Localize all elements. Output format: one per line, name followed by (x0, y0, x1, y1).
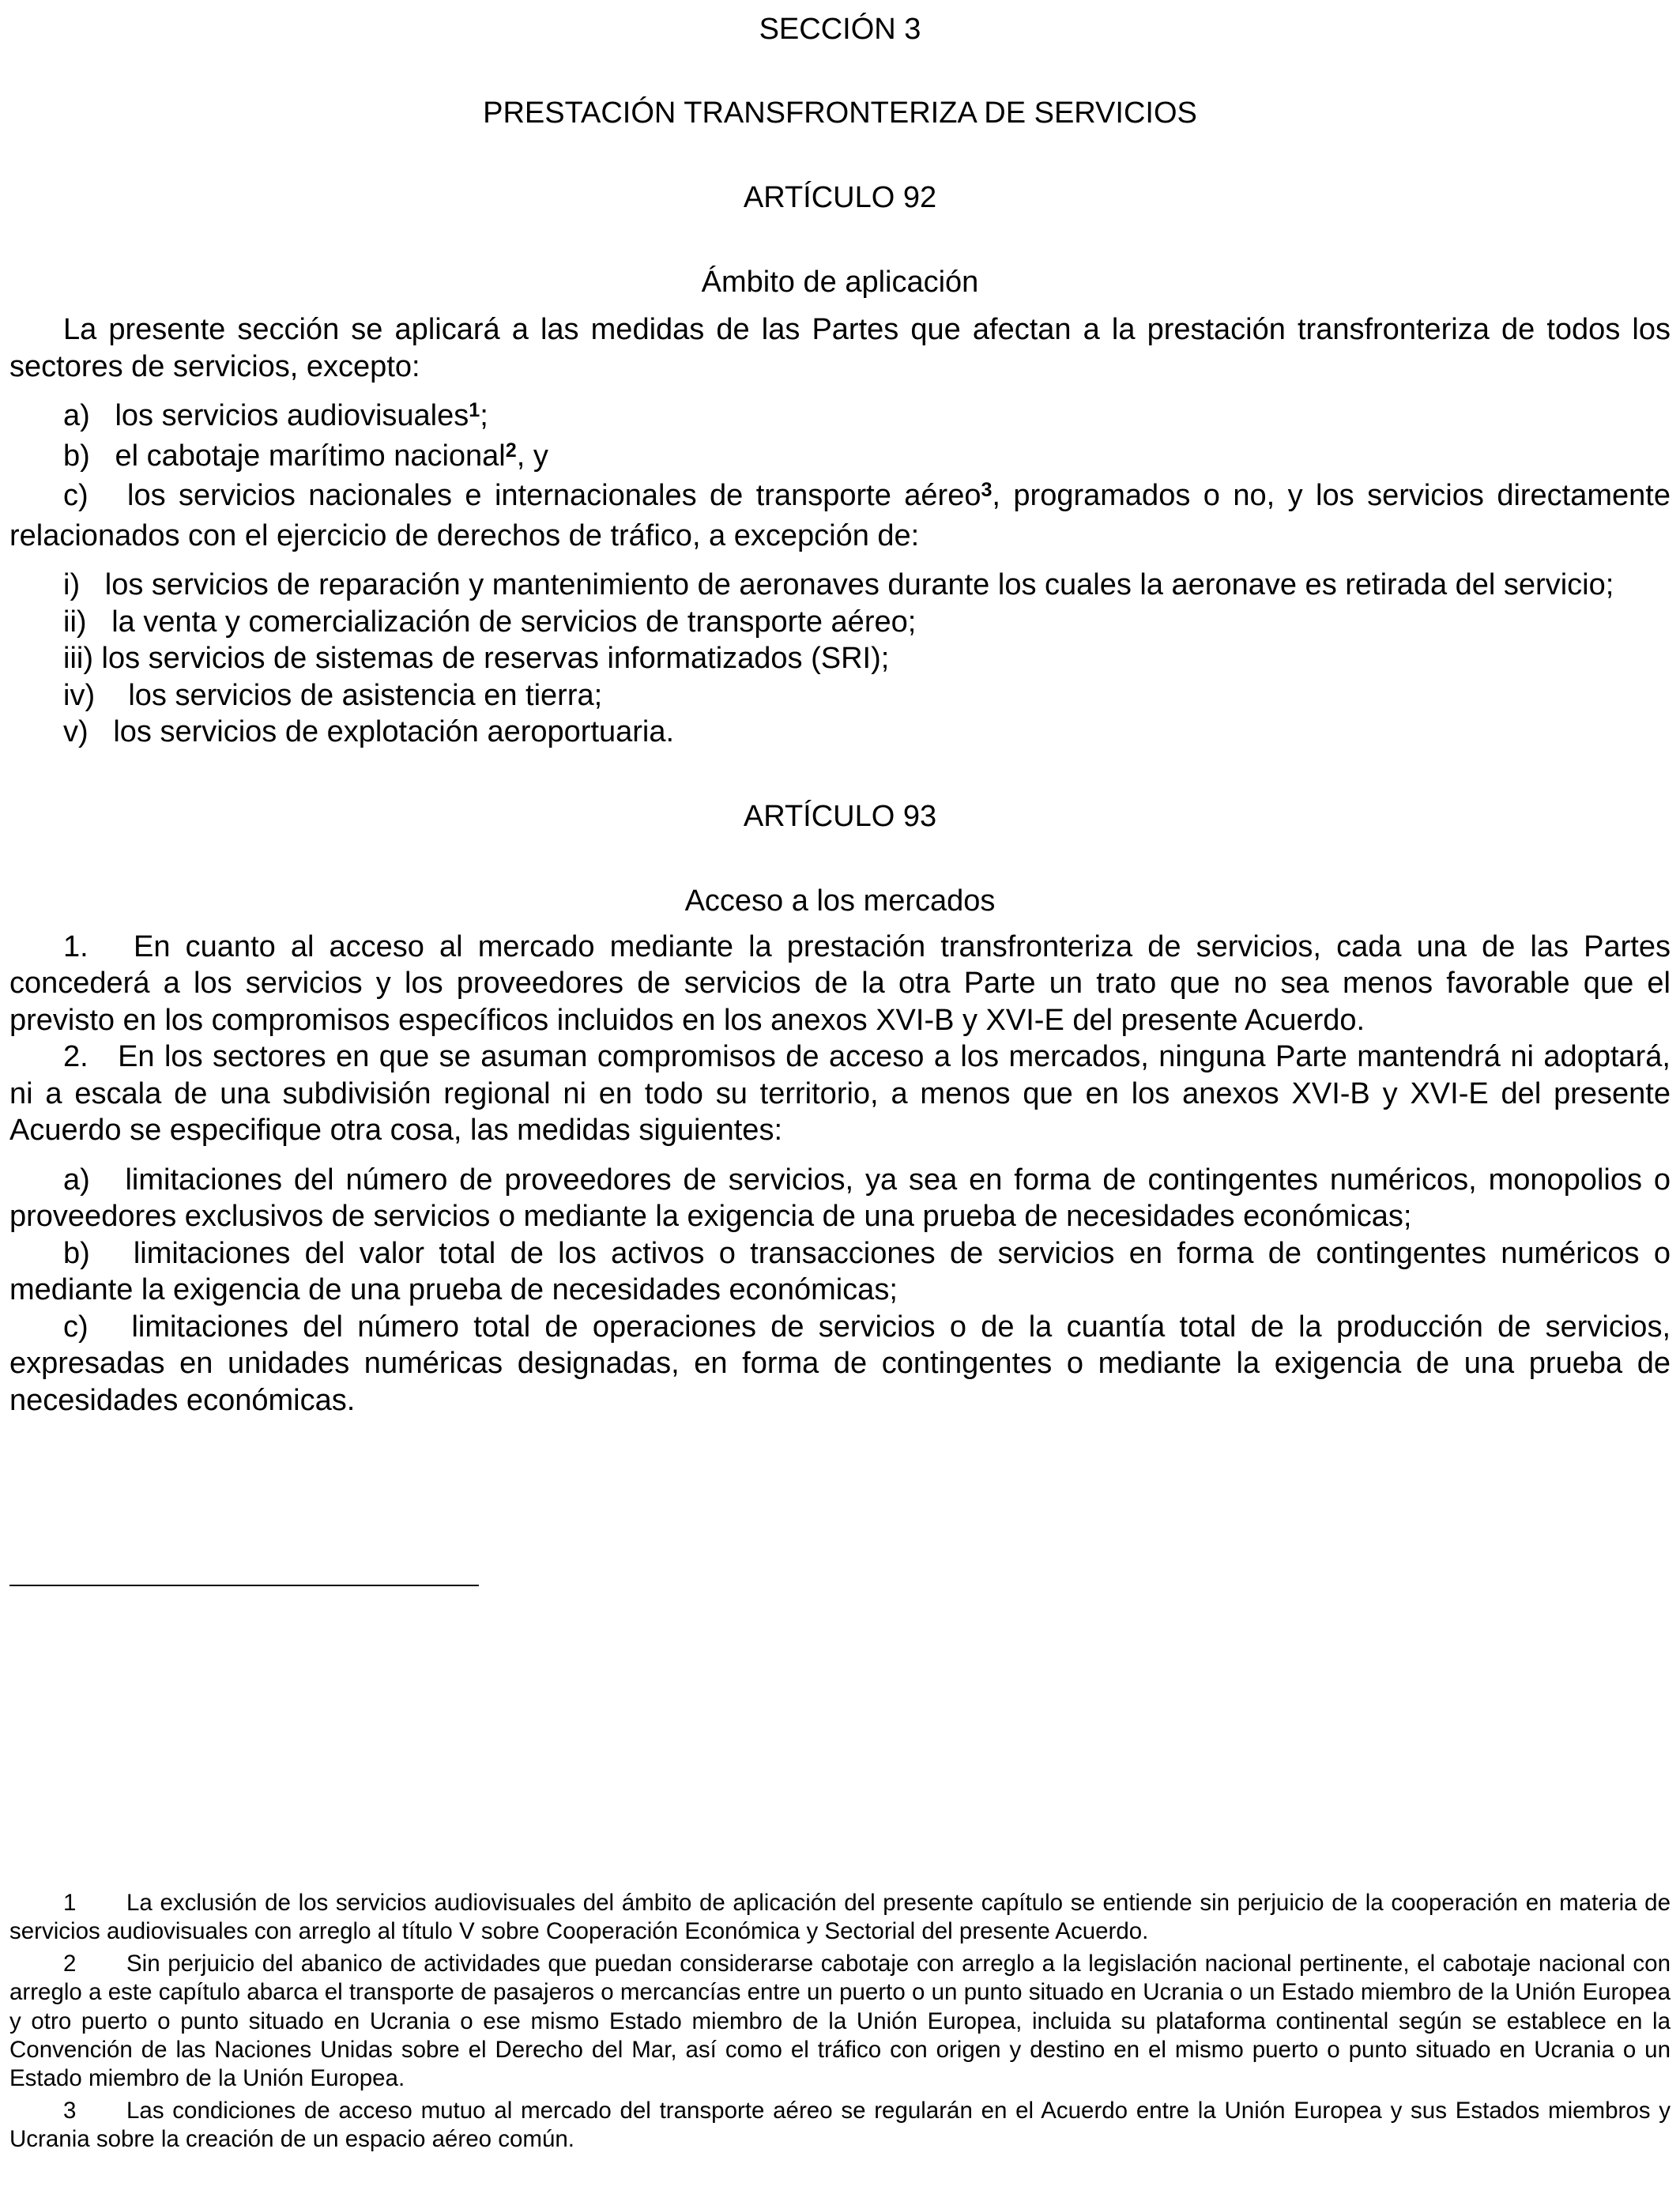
item-marker: i) (63, 568, 81, 601)
item-text: los servicios de sistemas de reservas informatizados (SRI); (101, 642, 890, 675)
item-text: los servicios nacionales e internacionales de transporte aéreo (127, 479, 981, 512)
list-item (9, 1162, 1671, 1235)
footnote-separator (9, 1585, 479, 1586)
item-text: los servicios de asistencia en tierra; (128, 678, 603, 712)
article-92-heading: ARTÍCULO 92 (743, 181, 937, 214)
item-marker: a) (63, 1163, 90, 1197)
footnote-text: Las condiciones de acceso mutuo al mercado del transporte aéreo se regularán en el Acuerdo entre la Unión Europea y sus Estados miembros y Ucrania sobre la creación de un espacio aéreo común. (9, 2097, 1671, 2153)
footnote-ref-2: 2 (505, 439, 517, 462)
item-text: el cabotaje marítimo nacional (115, 439, 506, 473)
article-93-paragraphs (9, 929, 1671, 1149)
paragraph-number: 1. (63, 929, 89, 963)
footnote-number: 1 (63, 1890, 77, 1916)
article-92-intro: La presente sección se aplicará a las medidas de las Partes que afectan a la prestación transfronteriza de todos los sectores de servicios, excepto: (9, 313, 1671, 383)
footnote-number: 3 (63, 2097, 77, 2124)
item-text: limitaciones del número total de operaciones de servicios o de la cuantía total de la producción de servicios, expresadas en unidades numéricas designadas, en forma de contingentes o mediante la exigencia de una prueba de necesidades económicas. (9, 1310, 1671, 1417)
item-marker: iv) (63, 678, 96, 712)
article-93-measures-list (9, 1162, 1671, 1419)
article-92-exception-list (9, 398, 1671, 554)
item-text-continued: , programados o no, y los servicios directamente relacionados con el ejercicio de derechos de tráfico, a excepción de: (9, 479, 1671, 552)
numbered-paragraph (9, 929, 1671, 1039)
list-item (9, 714, 1671, 751)
list-item (9, 398, 1671, 438)
footnote-3 (9, 2097, 1671, 2154)
item-marker: a) (63, 399, 90, 432)
item-marker: iii) (63, 642, 93, 675)
item-text: los servicios de reparación y mantenimiento de aeronaves durante los cuales la aeronave es retirada del servicio; (104, 568, 1614, 601)
footnote-text: Sin perjuicio del abanico de actividades que puedan considerarse cabotaje con arreglo a la legislación nacional pertinente, el cabotaje nacional con arreglo a este capítulo abarca el transporte de pasajeros o mercancías entre un puerto o un punto situado en Ucrania o un Estado miembro de la Unión Europea y otro puerto o punto situado en Ucrania o ese mismo Estado miembro de la Unión Europea, incluida su plataforma continental según se establece en la Convención de las Naciones Unidas sobre el Derecho del Mar, así como el tráfico con origen y destino en el mismo puerto o punto situado en Ucrania o un Estado miembro de la Unión Europea. (9, 1950, 1671, 2092)
footnote-number: 2 (63, 1950, 77, 1977)
item-marker: c) (63, 479, 89, 512)
numbered-paragraph (9, 1039, 1671, 1149)
list-item (9, 640, 1671, 677)
list-item (9, 477, 1671, 554)
item-marker: c) (63, 1310, 89, 1344)
list-item (9, 604, 1671, 641)
document-body (9, 0, 1671, 1419)
item-text: los servicios de explotación aeroportuaria. (113, 715, 675, 748)
footnote-text: La exclusión de los servicios audiovisuales del ámbito de aplicación del presente capítulo se entiende sin perjuicio de la cooperación en materia de servicios audiovisuales con arreglo al título V sobre Cooperación Económica y Sectorial del presente Acuerdo. (9, 1890, 1671, 1945)
list-item (9, 1235, 1671, 1309)
article-93-heading: ARTÍCULO 93 (743, 799, 937, 833)
paragraph-text: En los sectores en que se asuman compromisos de acceso a los mercados, ninguna Parte mantendrá ni adoptará, ni a escala de una subdivisión regional ni en todo su territorio, a menos que en los anexos XVI-B y XVI-E del presente Acuerdo se especifique otra cosa, las medidas siguientes: (9, 1040, 1671, 1147)
article-92-subexception-list (9, 567, 1671, 751)
item-marker: v) (63, 715, 89, 748)
list-item (9, 438, 1671, 478)
footnotes (9, 1889, 1671, 2154)
item-text: limitaciones del número de proveedores de servicios, ya sea en forma de contingentes numéricos, monopolios o proveedores exclusivos de servicios o mediante la exigencia de una prueba de necesidades económicas; (9, 1163, 1671, 1233)
section-title: PRESTACIÓN TRANSFRONTERIZA DE SERVICIOS (483, 96, 1197, 130)
item-marker: b) (63, 439, 90, 473)
item-marker: ii) (63, 605, 87, 639)
list-item (9, 1309, 1671, 1419)
item-marker: b) (63, 1236, 90, 1270)
footnote-ref-1: 1 (469, 399, 480, 422)
list-item (9, 677, 1671, 714)
item-text: la venta y comercialización de servicios de transporte aéreo; (111, 605, 917, 639)
item-text: limitaciones del valor total de los activos o transacciones de servicios en forma de contingentes numéricos o mediante la exigencia de una prueba de necesidades económicas; (9, 1236, 1671, 1306)
item-punctuation: ; (480, 399, 488, 432)
item-punctuation: , y (516, 439, 548, 473)
paragraph-text: En cuanto al acceso al mercado mediante la prestación transfronteriza de servicios, cada una de las Partes concederá a los servicios y los proveedores de servicios de la otra Parte un trato que no sea menos favorable que el previsto en los compromisos específicos incluidos en los anexos XVI-B y XVI-E del presente Acuerdo. (9, 929, 1671, 1037)
paragraph-number: 2. (63, 1040, 89, 1073)
footnote-1 (9, 1889, 1671, 1947)
footnote-ref-3: 3 (981, 479, 993, 502)
item-text: los servicios audiovisuales (115, 399, 469, 432)
article-93-title: Acceso a los mercados (684, 884, 996, 918)
list-item (9, 567, 1671, 604)
article-92-title: Ámbito de aplicación (701, 266, 979, 299)
section-heading: SECCIÓN 3 (759, 13, 921, 46)
footnote-2 (9, 1950, 1671, 2094)
